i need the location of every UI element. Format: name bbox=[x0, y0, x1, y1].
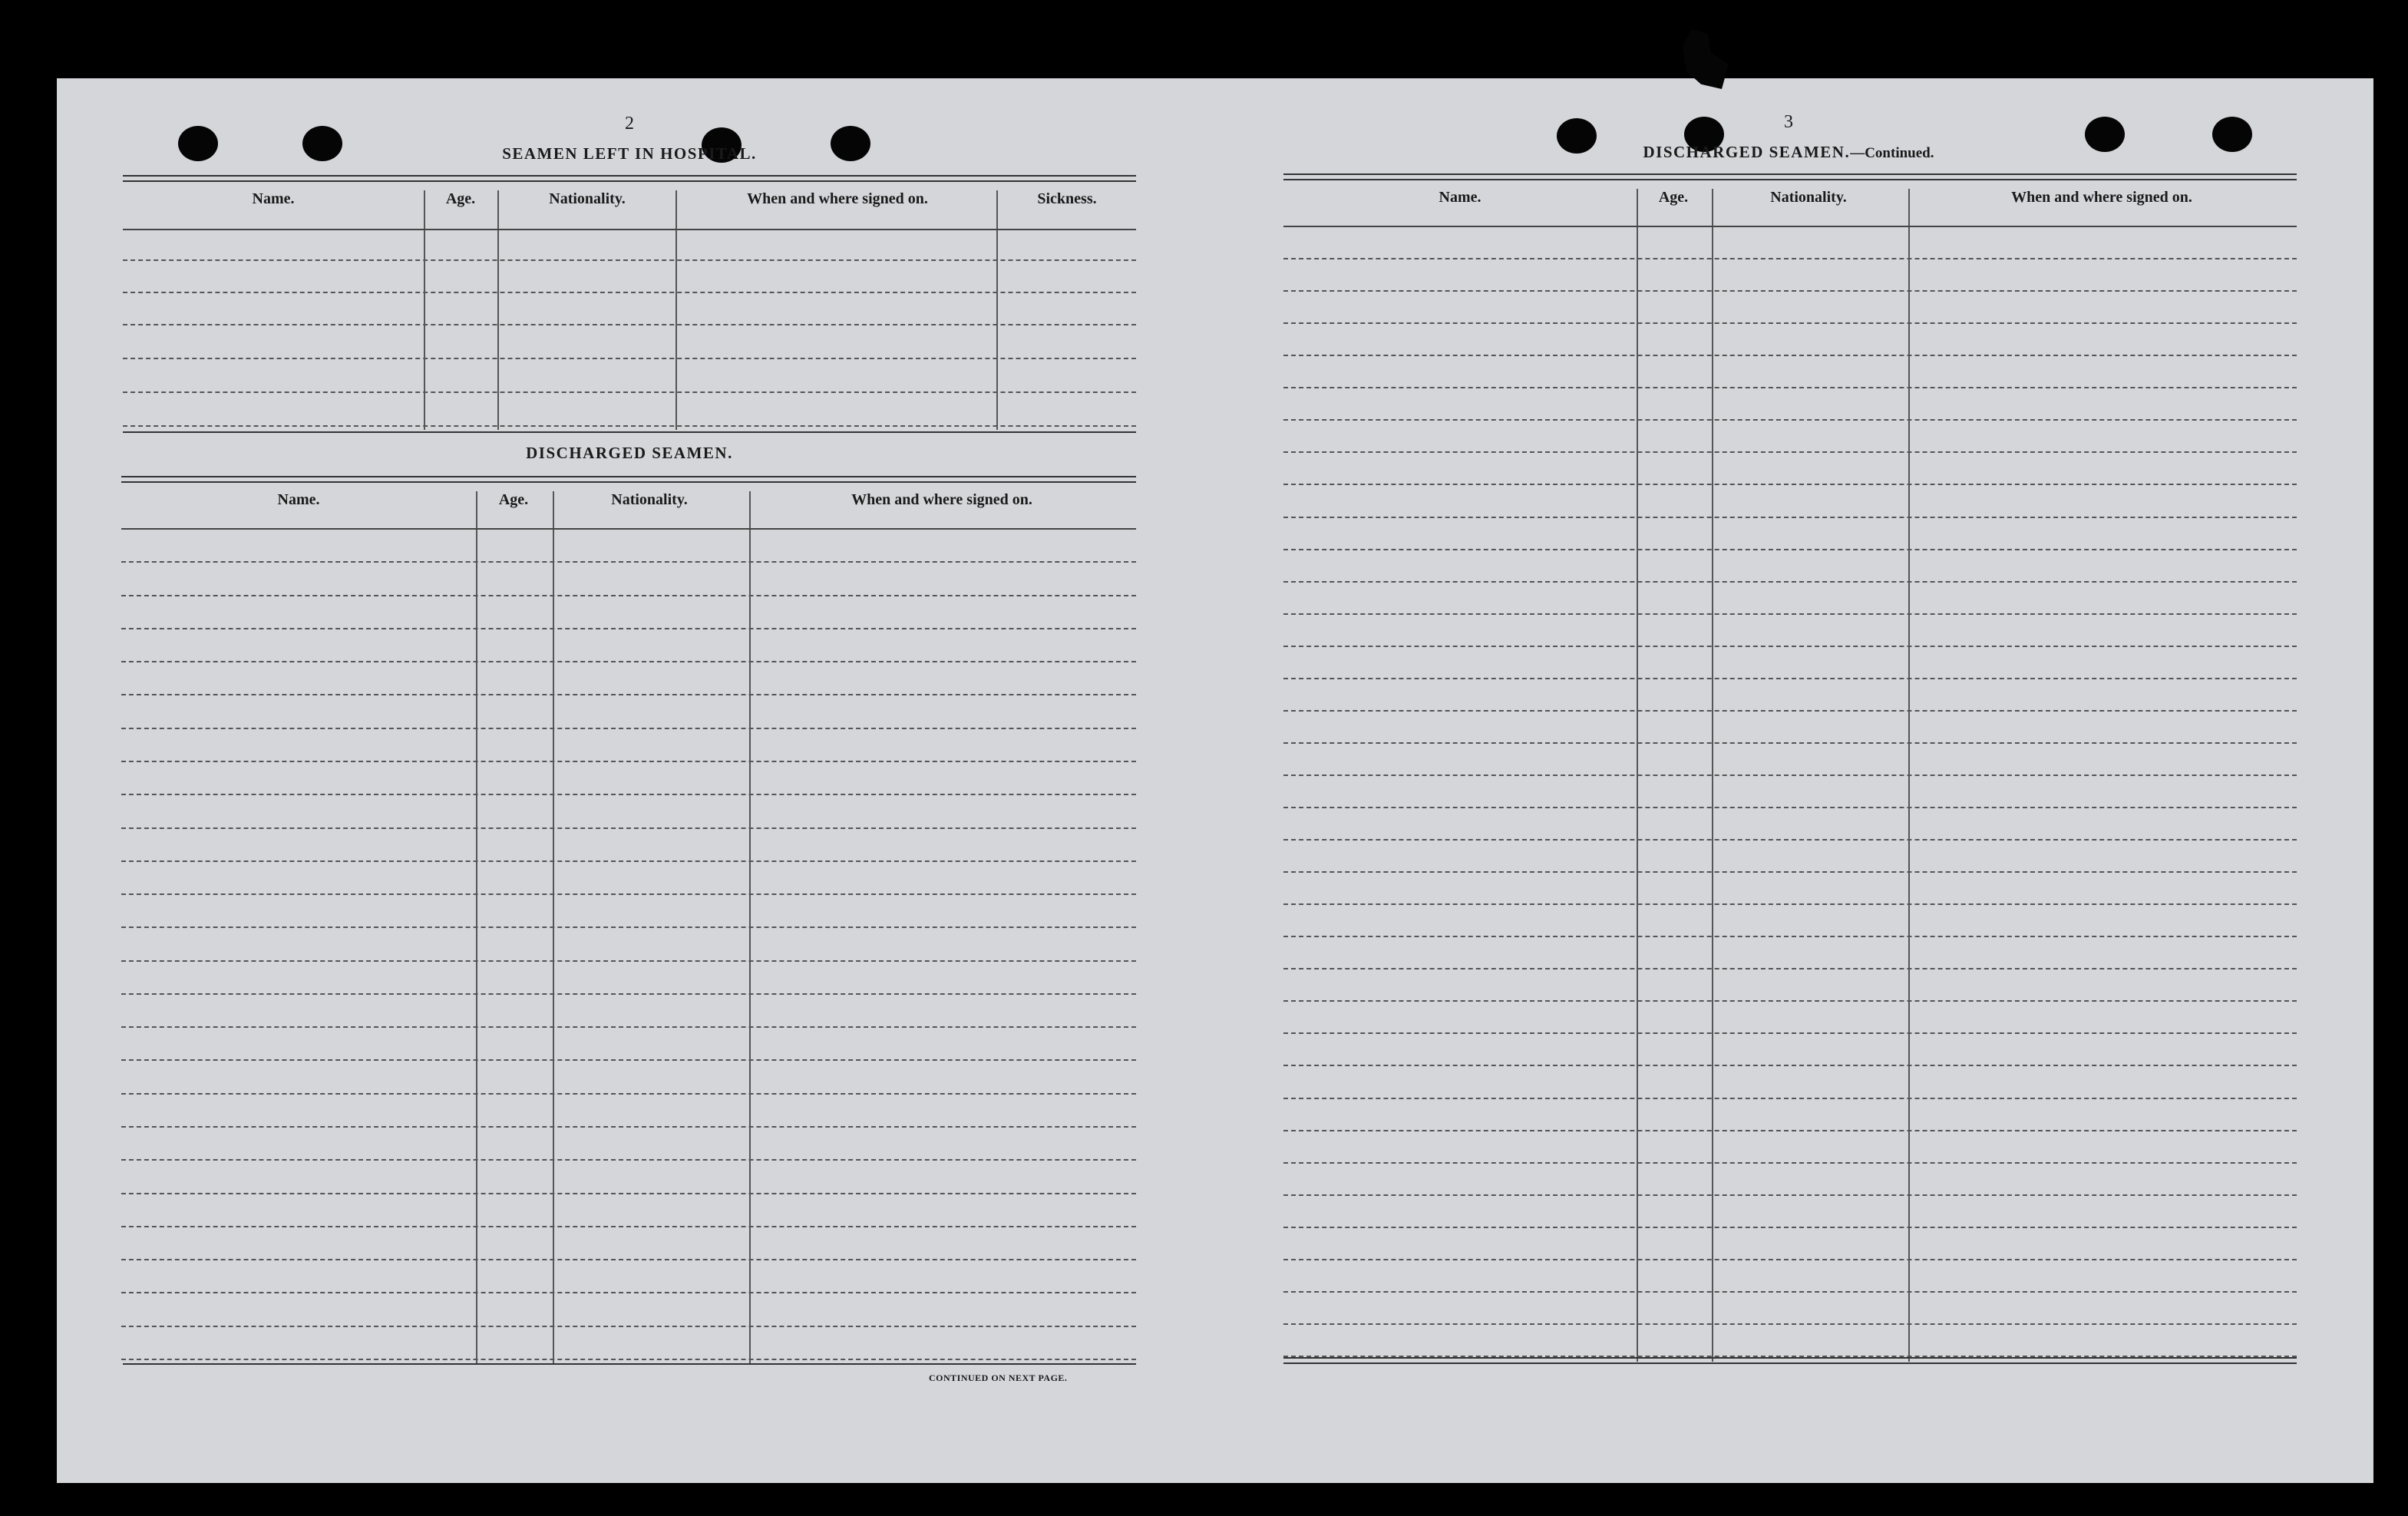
punch-hole bbox=[2085, 117, 2125, 152]
entry-line bbox=[121, 794, 1136, 795]
entry-line bbox=[1283, 258, 2297, 259]
column-header-age: Age. bbox=[445, 190, 476, 207]
entry-line bbox=[1283, 451, 2297, 453]
entry-line bbox=[1283, 355, 2297, 356]
entry-line bbox=[1283, 1227, 2297, 1228]
entry-line bbox=[1283, 581, 2297, 583]
discharged-continued-table bbox=[1283, 189, 2297, 1366]
entry-line bbox=[121, 1026, 1136, 1028]
entry-line bbox=[123, 391, 1136, 393]
column-divider bbox=[497, 190, 499, 430]
entry-line bbox=[121, 728, 1136, 729]
entry-line bbox=[1283, 839, 2297, 841]
column-header-name: Name. bbox=[1439, 189, 1481, 206]
discharged-continued-title-text: DISCHARGED SEAMEN. bbox=[1643, 143, 1851, 161]
entry-line bbox=[1283, 1162, 2297, 1164]
entry-line bbox=[121, 860, 1136, 862]
column-header-nationality: Nationality. bbox=[1770, 189, 1847, 206]
hospital-table bbox=[123, 190, 1136, 433]
entry-line bbox=[121, 1359, 1136, 1360]
entry-line bbox=[1283, 1259, 2297, 1260]
header-underline bbox=[1283, 226, 2297, 227]
entry-line bbox=[121, 595, 1136, 596]
entry-line bbox=[121, 1259, 1136, 1260]
page-number-right: 3 bbox=[1784, 112, 1793, 132]
header-underline bbox=[123, 229, 1136, 230]
entry-line bbox=[121, 1126, 1136, 1128]
discharged-table bbox=[121, 491, 1136, 1365]
column-header-signed-on: When and where signed on. bbox=[747, 190, 928, 207]
column-divider bbox=[675, 190, 677, 430]
hospital-bottom-rule bbox=[123, 431, 1136, 433]
entry-line bbox=[121, 926, 1136, 928]
entry-line bbox=[121, 1326, 1136, 1327]
column-header-nationality: Nationality. bbox=[549, 190, 626, 207]
page-number-left: 2 bbox=[625, 114, 634, 134]
entry-line bbox=[1283, 613, 2297, 615]
entry-line bbox=[1283, 968, 2297, 969]
column-header-age: Age. bbox=[498, 491, 529, 508]
entry-line bbox=[121, 761, 1136, 762]
entry-line bbox=[123, 259, 1136, 261]
hospital-top-rule bbox=[123, 175, 1136, 182]
entry-line bbox=[121, 1093, 1136, 1095]
column-header-name: Name. bbox=[277, 491, 320, 508]
entry-line bbox=[121, 561, 1136, 563]
entry-line bbox=[1283, 1065, 2297, 1066]
discharged-continued-title bbox=[1581, 143, 1996, 162]
entry-line bbox=[121, 1059, 1136, 1061]
entry-line bbox=[121, 628, 1136, 629]
entry-line bbox=[1283, 1194, 2297, 1196]
entry-line bbox=[121, 1292, 1136, 1293]
column-divider bbox=[996, 190, 998, 430]
entry-line bbox=[1283, 936, 2297, 937]
column-header-signed-on: When and where signed on. bbox=[851, 491, 1032, 508]
entry-line bbox=[1283, 1032, 2297, 1034]
entry-line bbox=[121, 893, 1136, 895]
entry-line bbox=[123, 358, 1136, 359]
entry-line bbox=[123, 292, 1136, 293]
entry-line bbox=[1283, 419, 2297, 421]
punch-hole bbox=[178, 126, 218, 161]
punch-hole bbox=[831, 126, 870, 161]
entry-line bbox=[1283, 549, 2297, 550]
entry-line bbox=[1283, 742, 2297, 744]
right-top-rule bbox=[1283, 173, 2297, 180]
entry-line bbox=[1283, 903, 2297, 905]
entry-line bbox=[1283, 1000, 2297, 1002]
punch-hole bbox=[2212, 117, 2252, 152]
column-header-name: Name. bbox=[252, 190, 295, 207]
entry-line bbox=[1283, 807, 2297, 808]
discharged-section-title: DISCHARGED SEAMEN. bbox=[526, 444, 733, 462]
punch-hole bbox=[302, 126, 342, 161]
entry-line bbox=[123, 324, 1136, 325]
column-header-age: Age. bbox=[1658, 189, 1689, 206]
column-divider bbox=[424, 190, 425, 430]
entry-line bbox=[1283, 1098, 2297, 1099]
entry-line bbox=[1283, 484, 2297, 485]
entry-line bbox=[1283, 517, 2297, 518]
entry-line bbox=[121, 1226, 1136, 1227]
entry-line bbox=[1283, 646, 2297, 647]
entry-line bbox=[1283, 1323, 2297, 1325]
entry-line bbox=[1283, 290, 2297, 292]
entry-line bbox=[1283, 1291, 2297, 1293]
continued-note: CONTINUED ON NEXT PAGE. bbox=[929, 1372, 1068, 1383]
entry-line bbox=[121, 694, 1136, 695]
entry-line bbox=[121, 1159, 1136, 1161]
right-bottom-rule bbox=[1283, 1357, 2297, 1364]
entry-line bbox=[121, 1193, 1136, 1194]
entry-line bbox=[121, 827, 1136, 829]
hospital-section-title: SEAMEN LEFT IN HOSPITAL. bbox=[502, 144, 757, 163]
entry-line bbox=[121, 993, 1136, 995]
header-underline bbox=[121, 528, 1136, 530]
entry-line bbox=[1283, 710, 2297, 712]
entry-line bbox=[121, 960, 1136, 962]
entry-line bbox=[1283, 678, 2297, 679]
entry-line bbox=[1283, 387, 2297, 388]
column-header-nationality: Nationality. bbox=[611, 491, 688, 508]
entry-line bbox=[1283, 322, 2297, 324]
continued-suffix: —Continued. bbox=[1850, 145, 1934, 161]
entry-line bbox=[1283, 1130, 2297, 1131]
entry-line bbox=[123, 425, 1136, 427]
entry-line bbox=[1283, 775, 2297, 776]
entry-line bbox=[1283, 871, 2297, 873]
entry-line bbox=[121, 661, 1136, 662]
column-header-sickness: Sickness. bbox=[1037, 190, 1097, 207]
column-header-signed-on: When and where signed on. bbox=[2011, 189, 2192, 206]
discharged-top-rule bbox=[121, 476, 1136, 483]
discharged-bottom-rule bbox=[123, 1363, 1136, 1365]
